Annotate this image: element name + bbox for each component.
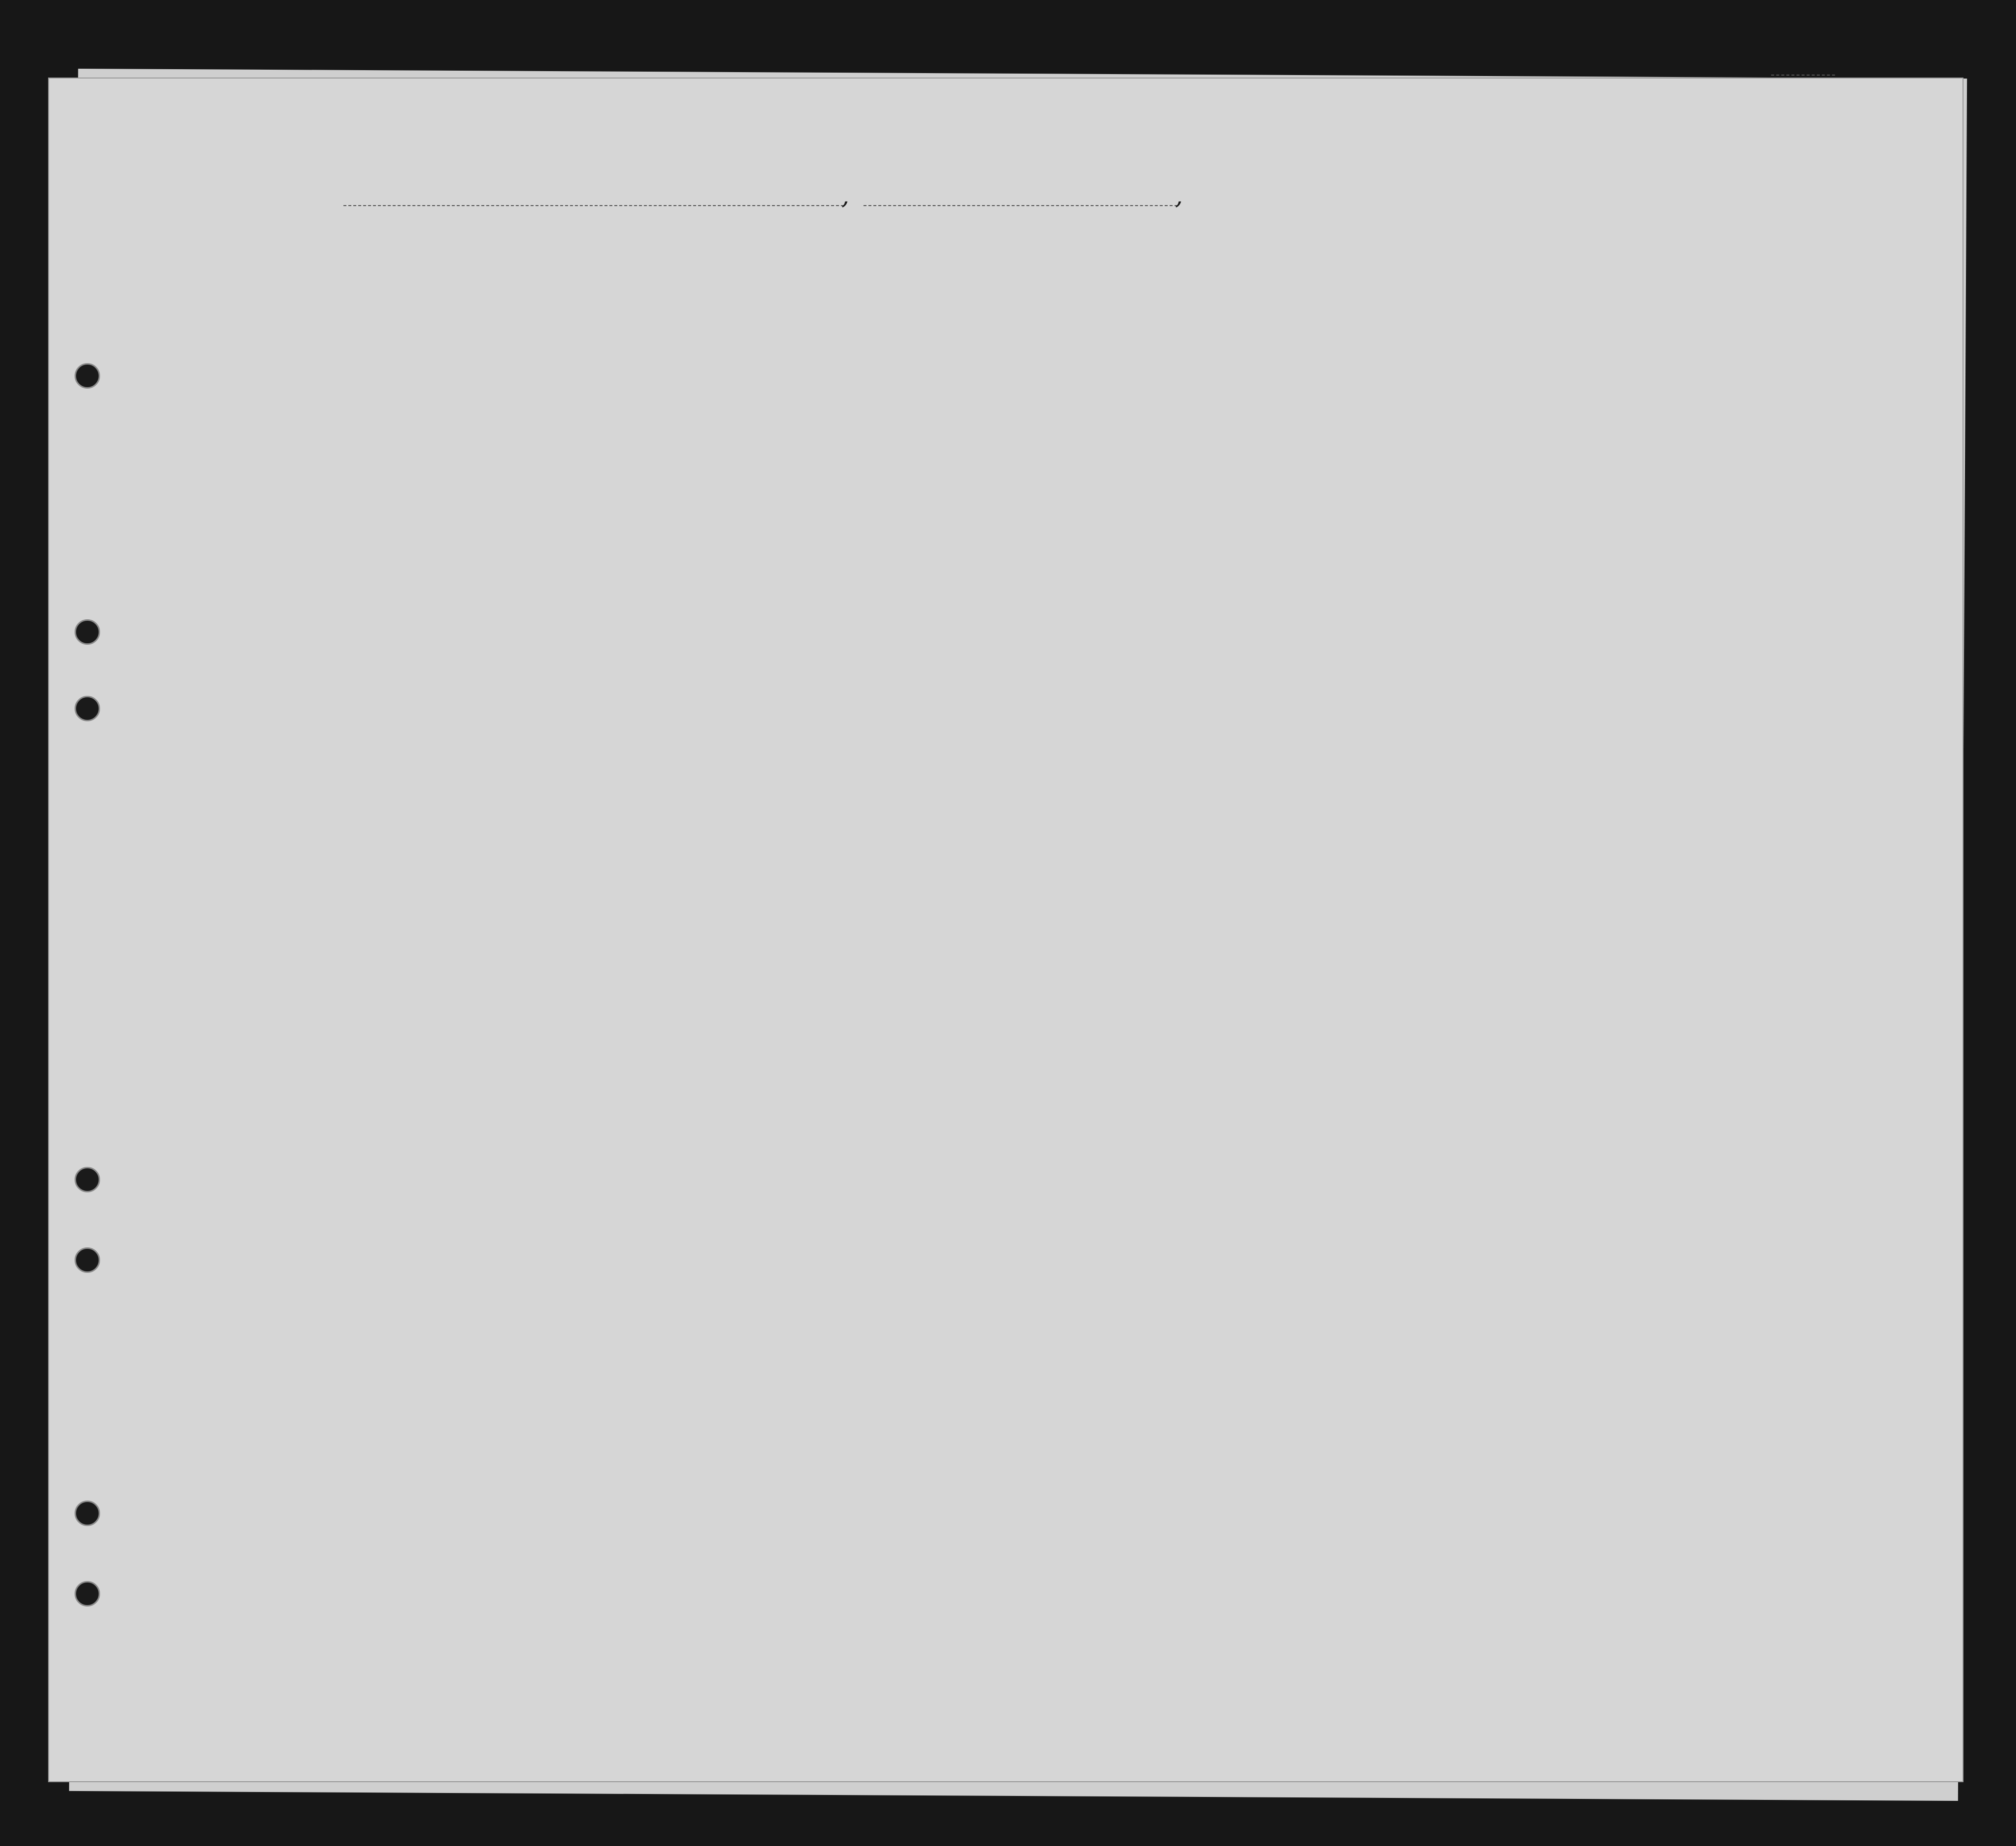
- comma: ,: [1175, 182, 1183, 210]
- comma: ,: [841, 182, 849, 210]
